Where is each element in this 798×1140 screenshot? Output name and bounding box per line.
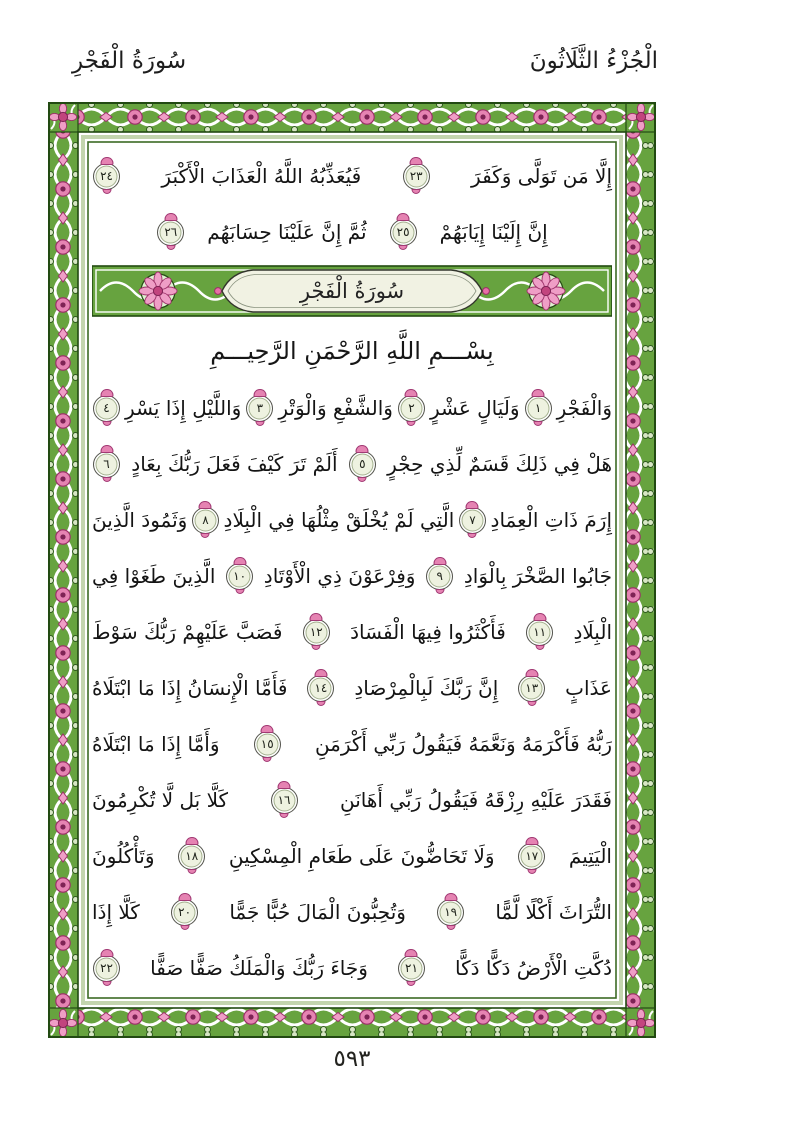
verse-text: وَلَا تَحَاضُّونَ عَلَى طَعَامِ الْمِسْكِينِ (228, 844, 495, 868)
aya-marker (349, 451, 376, 478)
aya-tail-ornament (527, 869, 536, 874)
aya-crown-ornament (261, 725, 274, 733)
aya-crown-ornament (178, 893, 191, 901)
line-slot-9 (92, 716, 612, 772)
aya-number: ٣ (256, 401, 264, 415)
line-slot-4 (92, 436, 612, 492)
border-right-band (48, 102, 78, 1038)
aya-marker (403, 163, 430, 190)
verse-text: الْبِلَادِ (573, 620, 612, 644)
aya-marker (157, 219, 184, 246)
aya-marker (303, 619, 330, 646)
aya-tail-ornament (180, 925, 189, 930)
aya-tail-ornament (102, 981, 111, 986)
aya-tail-ornament (534, 421, 543, 426)
aya-number: ٢١ (405, 961, 418, 975)
aya-tail-ornament (255, 421, 264, 426)
aya-marker (93, 395, 120, 422)
aya-number: ١٨ (185, 849, 199, 863)
verse-text: فَصَبَّ عَلَيْهِمْ رَبُّكَ سَوْطَ (92, 620, 283, 644)
aya-tail-ornament (187, 869, 196, 874)
aya-tail-ornament (358, 477, 367, 482)
verse-text: الَّذِينَ طَغَوْا فِي (92, 564, 216, 588)
verse-text: عَذَابٍ (565, 676, 612, 700)
aya-marker (437, 899, 464, 926)
aya-number: ٦ (103, 457, 110, 471)
aya-number: ٤ (103, 401, 110, 415)
page-number: ٥٩٣ (333, 1046, 371, 1072)
aya-marker (246, 395, 273, 422)
verse-text: فَأَمَّا الْإِنسَانُ إِذَا مَا ابْتَلَاهُ (92, 676, 288, 700)
corner-flower-icon (626, 1008, 656, 1038)
aya-crown-ornament (185, 837, 198, 845)
aya-marker (93, 955, 120, 982)
aya-marker (254, 731, 281, 758)
aya-crown-ornament (100, 949, 113, 957)
aya-marker (192, 507, 219, 534)
aya-tail-ornament (412, 189, 421, 194)
aya-tail-ornament (102, 421, 111, 426)
aya-tail-ornament (235, 589, 244, 594)
aya-tail-ornament (407, 981, 416, 986)
verse-text: ثُمَّ إِنَّ عَلَيْنَا حِسَابَهُم (207, 220, 367, 244)
aya-crown-ornament (433, 557, 446, 565)
quran-text-block (92, 148, 612, 1004)
verse-text: وَجَاءَ رَبُّكَ وَالْمَلَكُ صَفًّا صَفًّا (150, 956, 368, 980)
aya-number: ١١ (533, 625, 547, 639)
verse-text: هَلْ فِي ذَلِكَ قَسَمٌ لِّذِي حِجْرٍ (387, 452, 612, 476)
bismillah: بِسْـــمِ اللَّهِ الرَّحْمَنِ الرَّحِيـــمِ (210, 337, 494, 365)
aya-tail-ornament (527, 701, 536, 706)
aya-tail-ornament (446, 925, 455, 930)
verse-text: فَأَكْثَرُوا فِيهَا الْفَسَادَ (350, 620, 506, 644)
verse-text: كَلَّا بَل لَّا تُكْرِمُونَ (92, 788, 229, 812)
verse-text: الْيَتِيمَ (568, 844, 612, 868)
aya-tail-ornament (166, 245, 175, 250)
aya-marker (271, 787, 298, 814)
aya-number: ٩ (436, 569, 443, 583)
aya-number: ٢٠ (178, 905, 192, 919)
aya-tail-ornament (280, 813, 289, 818)
aya-crown-ornament (397, 213, 410, 221)
aya-crown-ornament (100, 157, 113, 165)
aya-marker (398, 955, 425, 982)
aya-crown-ornament (199, 501, 212, 509)
verse-text: وَتُحِبُّونَ الْمَالَ حُبًّا جَمًّا (229, 900, 406, 924)
verse-text: الَّتِي لَمْ يُخْلَقْ مِثْلُهَا فِي الْبِلَادِ (223, 508, 455, 532)
corner-flower-icon (626, 102, 656, 132)
aya-marker (226, 563, 253, 590)
aya-marker (171, 899, 198, 926)
aya-marker (525, 395, 552, 422)
aya-crown-ornament (466, 501, 479, 509)
aya-crown-ornament (405, 949, 418, 957)
aya-crown-ornament (405, 389, 418, 397)
verse-text: فَيُعَذِّبُهُ اللَّهُ الْعَذَابَ الْأَكْبَرَ (161, 164, 362, 188)
verse-text: وَلَيَالٍ عَشْرٍ (429, 396, 520, 420)
aya-marker (459, 507, 486, 534)
aya-crown-ornament (278, 781, 291, 789)
verse-text: جَابُوا الصَّخْرَ بِالْوَادِ (463, 564, 612, 588)
verse-text: وَتَأْكُلُونَ (92, 844, 155, 868)
aya-crown-ornament (356, 445, 369, 453)
aya-number: ٢٣ (409, 169, 423, 183)
aya-number: ١٠ (233, 569, 247, 583)
line-slot-12 (92, 884, 612, 940)
aya-crown-ornament (532, 389, 545, 397)
aya-marker (398, 395, 425, 422)
aya-number: ٢٥ (396, 225, 410, 239)
aya-marker (426, 563, 453, 590)
aya-tail-ornament (201, 533, 210, 538)
aya-tail-ornament (316, 701, 325, 706)
line-slot-8 (92, 660, 612, 716)
aya-crown-ornament (100, 445, 113, 453)
aya-number: ٥ (359, 457, 366, 471)
aya-crown-ornament (100, 389, 113, 397)
verse-text: أَلَمْ تَرَ كَيْفَ فَعَلَ رَبُّكَ بِعَادٍ (131, 452, 338, 476)
line-slot-11 (92, 828, 612, 884)
line-slot-10 (92, 772, 612, 828)
aya-number: ١٤ (314, 681, 328, 695)
verse-text: وَأَمَّا إِذَا مَا ابْتَلَاهُ (92, 732, 220, 756)
aya-marker (518, 675, 545, 702)
verse-text: دُكَّتِ الْأَرْضُ دَكًّا دَكًّا (455, 956, 612, 980)
aya-number: ٨ (202, 513, 209, 527)
aya-number: ١٦ (277, 793, 291, 807)
line-slot-5 (92, 492, 612, 548)
line-slot-2 (92, 204, 612, 260)
aya-tail-ornament (535, 645, 544, 650)
aya-number: ١ (534, 401, 542, 415)
corner-flower-icon (48, 102, 78, 132)
aya-tail-ornament (263, 757, 272, 762)
aya-number: ١٥ (260, 737, 274, 751)
aya-marker (307, 675, 334, 702)
aya-number: ٧ (469, 513, 476, 527)
border-left-band (626, 102, 656, 1038)
aya-marker (390, 219, 417, 246)
aya-marker (93, 163, 120, 190)
border-top-band (78, 102, 626, 132)
surah-header: سُورَةُ الْفَجْرِ (72, 48, 187, 74)
aya-number: ٢ (408, 401, 415, 415)
aya-tail-ornament (435, 589, 444, 594)
aya-crown-ornament (525, 837, 538, 845)
line-slot-1 (92, 148, 612, 204)
verse-text: وَفِرْعَوْنَ ذِي الْأَوْتَادِ (263, 564, 416, 588)
verse-text: وَالْفَجْرِ (556, 396, 612, 420)
verse-text: وَاللَّيْلِ إِذَا يَسْرِ (125, 396, 242, 420)
verse-text: وَالشَّفْعِ وَالْوَتْرِ (278, 396, 393, 420)
aya-tail-ornament (102, 477, 111, 482)
corner-flower-icon (48, 1008, 78, 1038)
aya-number: ٢٤ (100, 169, 113, 183)
line-slot-13 (92, 940, 612, 996)
verse-text: إِنَّ رَبَّكَ لَبِالْمِرْصَادِ (354, 676, 499, 700)
surah-title: سُورَةُ الْفَجْرِ (299, 279, 405, 303)
verse-text: إِلَّا مَن تَوَلَّى وَكَفَرَ (471, 164, 612, 188)
aya-number: ١٢ (309, 625, 323, 639)
aya-number: ٢٢ (100, 961, 113, 975)
aya-number: ١٧ (525, 849, 539, 863)
aya-number: ١٣ (525, 681, 539, 695)
aya-tail-ornament (312, 645, 321, 650)
aya-crown-ornament (444, 893, 457, 901)
aya-marker (178, 843, 205, 870)
verse-text: التُّرَاثَ أَكْلًا لَّمًّا (495, 900, 612, 924)
line-slot-6 (92, 548, 612, 604)
verse-text: إِرَمَ ذَاتِ الْعِمَادِ (490, 508, 612, 532)
aya-marker (93, 451, 120, 478)
aya-tail-ornament (399, 245, 408, 250)
border-bottom-band (78, 1008, 626, 1038)
aya-marker (518, 843, 545, 870)
aya-tail-ornament (407, 421, 416, 426)
aya-tail-ornament (102, 189, 111, 194)
aya-crown-ornament (314, 669, 327, 677)
surah-title-banner (92, 260, 612, 322)
aya-crown-ornament (310, 613, 323, 621)
aya-crown-ornament (164, 213, 177, 221)
aya-crown-ornament (253, 389, 266, 397)
verse-text: إِنَّ إِلَيْنَا إِيَابَهُمْ (439, 220, 548, 244)
aya-marker (526, 619, 553, 646)
aya-crown-ornament (525, 669, 538, 677)
line-slot-3 (92, 380, 612, 436)
verse-text: وَثَمُودَ الَّذِينَ (92, 508, 188, 532)
aya-crown-ornament (410, 157, 423, 165)
verse-text: فَقَدَرَ عَلَيْهِ رِزْقَهُ فَيَقُولُ رَبِّي أَهَانَنِ (340, 788, 612, 812)
line-slot-7 (92, 604, 612, 660)
juz-header: الْجُزْءُ الثَّلَاثُونَ (529, 48, 658, 74)
aya-crown-ornament (533, 613, 546, 621)
aya-crown-ornament (233, 557, 246, 565)
aya-tail-ornament (468, 533, 477, 538)
aya-number: ٢٦ (164, 225, 178, 239)
verse-text: رَبُّهُ فَأَكْرَمَهُ وَنَعَّمَهُ فَيَقُولُ رَبِّي أَكْرَمَنِ (314, 732, 612, 756)
verse-text: كَلَّا إِذَا (92, 900, 140, 924)
aya-number: ١٩ (444, 905, 458, 919)
